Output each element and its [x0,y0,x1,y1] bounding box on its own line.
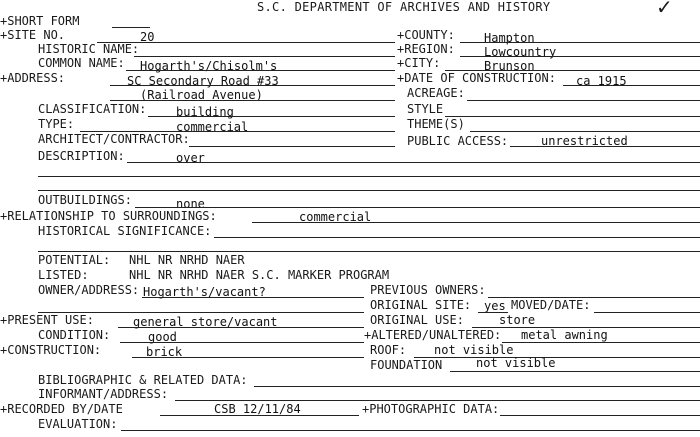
check-mark-icon: ✓ [656,0,673,19]
outbuildings-line [135,207,700,208]
foundation-label: FOUNDATION [370,358,443,372]
common-name-value: Hogarth's/Chisolm's [140,59,278,73]
style-label: STYLE [407,102,444,116]
listed-label: LISTED: [38,268,89,282]
style-line [445,116,700,117]
architect-line [189,146,395,147]
present-use-label: +PRESENT USE: [0,313,94,327]
site-no-label: +SITE NO. [0,28,66,42]
relationship-value: commercial [299,210,372,224]
classification-value: building [176,105,234,119]
architect-label: ARCHITECT/CONTRACTOR: [38,132,190,146]
county-value: Hampton [484,31,535,45]
site-no-value: 20 [140,30,155,44]
recorded-by-value: CSB 12/11/84 [214,402,301,416]
county-line [460,42,700,43]
classification-line [148,116,395,117]
description-line-1 [127,162,700,163]
relationship-label: +RELATIONSHIP TO SURROUNDINGS: [0,209,217,223]
original-site-label: ORIGINAL SITE: [370,298,472,312]
city-value: Brunson [484,59,535,73]
date-construction-label: +DATE OF CONSTRUCTION: [397,71,556,85]
owner-address-line [142,297,364,298]
form-title: S.C. DEPARTMENT OF ARCHIVES AND HISTORY [257,0,551,14]
region-line [460,56,700,57]
description-label: DESCRIPTION: [38,149,125,163]
acreage-line [467,100,700,101]
informant-line [175,400,700,401]
site-no-line [97,42,395,43]
bibliographic-line [254,386,700,387]
date-construction-value: ca 1915 [576,74,627,88]
foundation-value: not visible [476,356,556,370]
moved-date-line [594,312,700,313]
common-name-line [126,70,395,71]
condition-value: good [148,330,177,344]
foundation-line [450,371,700,372]
short-form-label: +SHORT FORM [0,14,80,28]
address-line2-value: (Railroad Avenue) [140,88,263,102]
description-line-3 [38,190,700,191]
original-use-label: ORIGINAL USE: [370,313,464,327]
common-name-label: COMMON NAME: [38,56,125,70]
evaluation-label: EVALUATION: [38,417,118,431]
present-use-value: general store/vacant [133,315,278,329]
bibliographic-label: BIBLIOGRAPHIC & RELATED DATA: [38,373,248,387]
public-access-value: unrestricted [541,134,628,148]
significance-label: HISTORICAL SIGNIFICANCE: [38,224,212,238]
relationship-line [252,222,700,223]
evaluation-line [121,430,700,431]
theme-line [470,131,700,132]
construction-value: brick [146,345,183,359]
roof-value: not visible [434,343,514,357]
altered-value: metal awning [521,328,608,342]
outbuildings-value: none [176,197,205,211]
public-access-label: PUBLIC ACCESS: [407,134,509,148]
recorded-by-label: +RECORDED BY/DATE [0,402,123,416]
historic-name-label: HISTORIC NAME: [38,42,140,56]
address-line [110,85,395,86]
owner-address-value: Hogarth's/vacant? [143,285,266,299]
recorded-by-line [160,415,359,416]
short-form-line [112,27,150,28]
condition-label: CONDITION: [38,328,111,342]
condition-line [120,342,364,343]
potential-label: POTENTIAL: [38,253,111,267]
roof-label: ROOF: [370,343,407,357]
date-construction-line [563,85,700,86]
type-value: commercial [176,120,249,134]
photographic-label: +PHOTOGRAPHIC DATA: [362,402,500,416]
public-access-line [510,146,700,147]
owner-address-label: OWNER/ADDRESS: [38,283,140,297]
previous-owners-label: PREVIOUS OWNERS: [370,283,486,297]
address-line-2 [110,100,395,101]
altered-line [502,342,700,343]
county-label: +COUNTY: [397,28,455,42]
construction-line [132,357,364,358]
photographic-line [500,415,700,416]
original-site-value: yes [484,299,506,313]
roof-line [414,357,700,358]
address-label: +ADDRESS: [0,71,66,85]
potential-options: NHL NR NRHD NAER [129,253,245,267]
altered-label: +ALTERED/UNALTERED: [364,328,502,342]
outbuildings-label: OUTBUILDINGS: [38,193,132,207]
construction-label: +CONSTRUCTION: [0,343,102,357]
historic-name-line [134,56,395,57]
region-value: Lowcountry [484,45,557,59]
address-line1-value: SC Secondary Road #33 [127,74,279,88]
city-label: +CITY: [397,56,441,70]
significance-line-2 [38,251,700,252]
theme-label: THEME(S) [407,117,465,131]
present-use-line [118,327,364,328]
significance-line-1 [214,237,700,238]
region-label: +REGION: [397,42,455,56]
acreage-label: ACREAGE: [407,86,465,100]
description-value: over [176,151,205,165]
type-label: TYPE: [38,117,75,131]
moved-date-label: MOVED/DATE: [511,298,591,312]
listed-options: NHL NR NRHD NAER S.C. MARKER PROGRAM [129,268,390,282]
description-line-2 [38,176,700,177]
original-use-value: store [499,313,536,327]
classification-label: CLASSIFICATION: [38,102,147,116]
informant-label: INFORMANT/ADDRESS: [38,387,169,401]
